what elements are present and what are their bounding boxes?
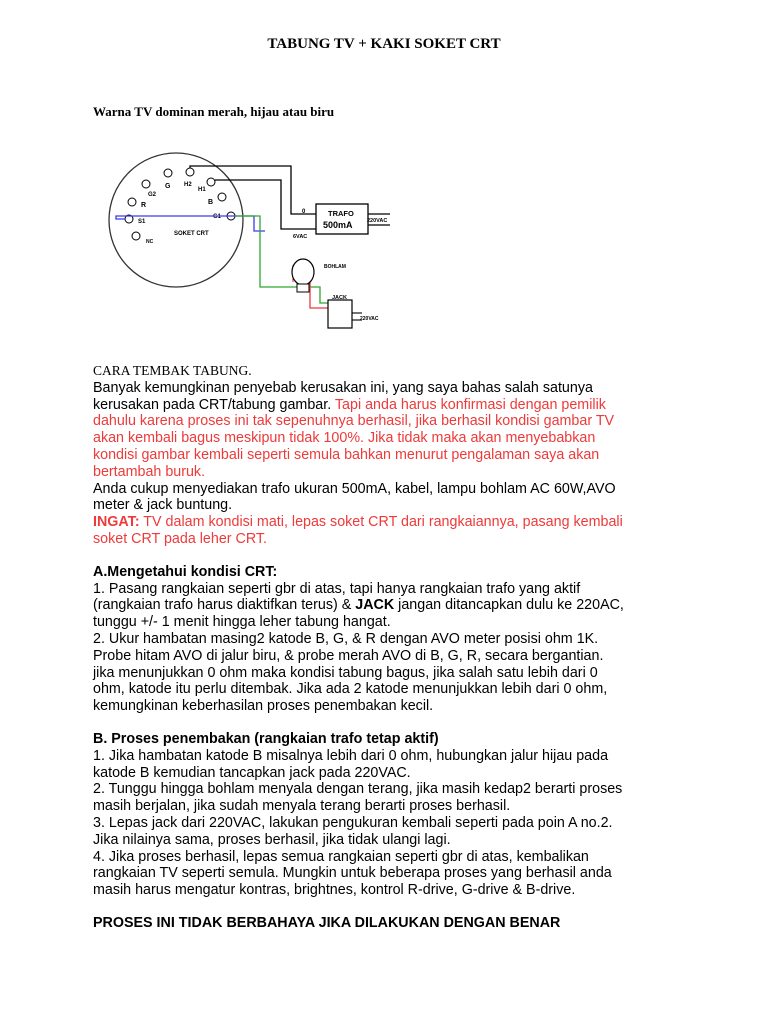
paragraph-line: jika menunjukkan 0 ohm maka kondisi tabung bagus, jika salah satu lebih dari 0 (93, 664, 598, 681)
pin-g2-hole (142, 180, 150, 188)
pin-label-r: R (141, 202, 147, 209)
warning-text: TV dalam kondisi mati, lepas soket CRT dari rangkaiannya, pasang kembali (139, 514, 623, 531)
paragraph-line: katode B kemudian tancapkan jack pada 220VAC. (93, 764, 411, 781)
paragraph-line: meter & jack buntung. (93, 497, 233, 514)
trafo-input-0-label: 0 (302, 209, 306, 215)
section-cara-heading: CARA TEMBAK TABUNG. (93, 363, 252, 378)
wire-black-h2 (190, 166, 298, 214)
pin-h1-hole (207, 178, 215, 186)
paragraph-line: Probe hitam AVO di jalur biru, & probe merah AVO di B, G, R, secara bergantian. (93, 647, 604, 664)
paragraph-line (93, 597, 693, 614)
pin-label-g: G (165, 183, 171, 190)
paragraph-text: (rangkaian trafo harus diaktifkan terus) & (93, 597, 356, 614)
section-a-heading: A.Mengetahui kondisi CRT: (93, 563, 278, 580)
paragraph-line: Jika nilainya sama, proses berhasil, jika tidak ulangi lagi. (93, 831, 451, 848)
jack-output-label: 220VAC (360, 316, 379, 322)
warning-text: Tapi anda harus konfirmasi dengan pemilik (334, 396, 606, 413)
final-statement: PROSES INI TIDAK BERBAHAYA JIKA DILAKUKAN DENGAN BENAR (93, 914, 561, 931)
paragraph-line: rangkaian TV seperti semula. Mungkin untuk beberapa proses yang berhasil anda (93, 865, 612, 882)
trafo-output-label: 220VAC (367, 218, 388, 224)
pin-label-b: B (208, 199, 214, 206)
crt-socket-wiring-diagram (90, 150, 430, 340)
bulb-glass (292, 259, 314, 285)
paragraph-text: jangan ditancapkan dulu ke 220AC, (394, 597, 624, 614)
pin-nc-hole (132, 232, 140, 240)
paragraph-line: ohm, katode itu perlu ditembak. Jika ada 2 katode menunjukkan lebih dari 0 ohm, (93, 681, 608, 698)
wire-black-h1 (215, 180, 298, 229)
pin-label-h2: H2 (184, 182, 192, 188)
jack-emphasis: JACK (355, 597, 395, 614)
pin-label-s1: S1 (138, 219, 146, 225)
warning-line: soket CRT pada leher CRT. (93, 530, 268, 547)
warning-line: akan kembali bagus meskipun tidak 100%. Jika tidak maka akan menyebabkan (93, 430, 596, 447)
article-body (93, 363, 693, 932)
warning-line: bertambah buruk. (93, 463, 206, 480)
paragraph-line: 3. Lepas jack dari 220VAC, lakukan pengukuran kembali seperti pada poin A no.2. (93, 814, 613, 831)
section-b-heading: B. Proses penembakan (rangkaian trafo tetap aktif) (93, 730, 439, 747)
paragraph-line: 4. Jika proses berhasil, lepas semua rangkaian seperti gbr di atas, kembalikan (93, 848, 589, 865)
paragraph-line: kemungkinan keberhasilan proses penembakan kecil. (93, 698, 434, 715)
warning-line (93, 514, 693, 531)
paragraph-line: 1. Jika hambatan katode B misalnya lebih dari 0 ohm, hubungkan jalur hijau pada (93, 747, 609, 764)
warning-line: kondisi gambar kembali seperti semula bahkan menurut pengalaman saya akan (93, 446, 600, 463)
paragraph-line: tunggu +/- 1 menit hingga leher tabung hangat. (93, 614, 391, 631)
paragraph-line: 1. Pasang rangkaian seperti gbr di atas, tapi hanya rangkaian trafo yang aktif (93, 580, 581, 597)
warning-line: dahulu karena proses ini tak sepenuhnya berhasil, jika berhasil kondisi gambar TV (93, 413, 615, 430)
socket-label: SOKET CRT (174, 231, 209, 237)
pin-g-hole (164, 169, 172, 177)
pin-label-g1: G1 (213, 214, 222, 220)
bulb-base (297, 284, 309, 292)
pin-h2-hole (186, 168, 194, 176)
bulb-label: BOHLAM (324, 264, 346, 270)
trafo-input-6vac-label: 6VAC (293, 234, 308, 240)
pin-r-hole (128, 198, 136, 206)
paragraph-line: masih berjalan, jika sudah menyala terang berarti proses berhasil. (93, 798, 511, 815)
paragraph-line (93, 397, 693, 414)
ingat-label: INGAT: (93, 514, 140, 531)
pin-label-g2: G2 (148, 192, 157, 198)
pin-label-h1: H1 (198, 187, 206, 193)
trafo-label: TRAFO (328, 209, 354, 218)
jack-box (328, 300, 352, 328)
paragraph-line: Banyak kemungkinan penyebab kerusakan ini, yang saya bahas salah satunya (93, 379, 593, 396)
paragraph-line: Anda cukup menyediakan trafo ukuran 500mA, kabel, lampu bohlam AC 60W,AVO (93, 480, 616, 497)
jack-label: JACK (332, 295, 347, 301)
pin-label-nc: NC (146, 239, 154, 245)
trafo-rating: 500mA (323, 220, 353, 230)
document-subtitle: Warna TV dominan merah, hijau atau biru (93, 104, 335, 119)
document-title: TABUNG TV + KAKI SOKET CRT (267, 36, 501, 52)
paragraph-line: 2. Ukur hambatan masing2 katode B, G, & R dengan AVO meter posisi ohm 1K. (93, 630, 599, 647)
paragraph-text: kerusakan pada CRT/tabung gambar. (93, 396, 335, 413)
pin-b-hole (218, 193, 226, 201)
paragraph-line: 2. Tunggu hingga bohlam menyala dengan terang, jika masih kedap2 berarti proses (93, 781, 623, 798)
paragraph-line: masih harus mengatur kontras, brightnes, kontrol R-drive, G-drive & B-drive. (93, 882, 576, 899)
